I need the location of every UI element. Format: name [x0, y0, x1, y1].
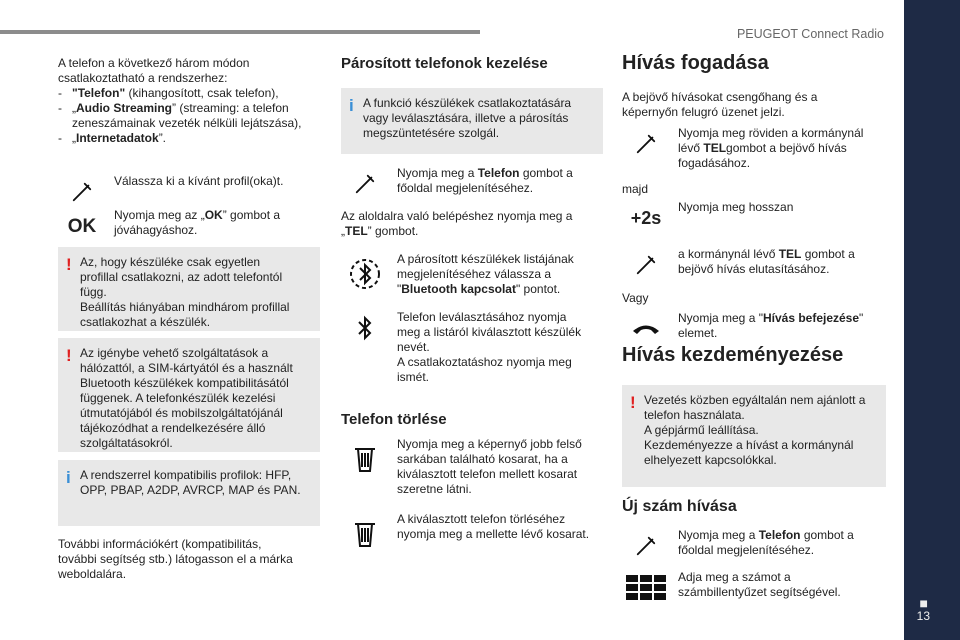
touch-icon — [622, 126, 670, 162]
disconnect-row: Telefon leválasztásához nyomja meg a listáról kiválasztott készülék nevét. A csatlakoztatáshoz nyomja meg ismét. — [341, 310, 603, 376]
info-icon: i — [349, 96, 354, 115]
sidebar-strip — [904, 0, 960, 640]
telefon-row: Nyomja meg a Telefon gombot a főoldal megjelenítéséhez. — [341, 166, 603, 200]
intro-line-2: csatlakoztatható a rendszerhez: — [58, 71, 228, 85]
warning-note: ! Vezetés közben egyáltalán nem ajánlott a telefon használata. A gépjármű leállítása. Kezdeményezze a hívást a kormánynál elhelyezett kapcsolókkal. — [622, 385, 886, 487]
section-title: Új szám hívása — [622, 498, 737, 515]
warning-note: ! Az igénybe vehető szolgáltatások a hálózattól, a SIM-kártyától és a használt Bluetooth készülékek kompatibilitásától függenek. A telefonkészülék kezelési útmutatójából és mobilszolgáltatójánál tájékozódhat a rendelkezésére álló szolgáltatásokról. — [58, 338, 320, 452]
bluetooth-icon — [341, 252, 389, 296]
page-number: 13 — [916, 609, 930, 623]
new-call-row: Nyomja meg a Telefon gombot a főoldal megjelenítéséhez. — [622, 528, 886, 562]
list-item: - „Audio Streaming” (streaming: a telefon zeneszámainak vezeték nélküli lejátszása), — [58, 101, 302, 130]
intro-line-1: A telefon a következő három módon — [58, 56, 250, 70]
receive-intro: A bejövő hívásokat csengőhang és a képernyőn felugró üzenet jelzi. — [622, 90, 818, 119]
top-rule — [0, 30, 480, 34]
profile-row — [58, 174, 320, 204]
section-title: Hívás fogadása — [622, 52, 769, 74]
touch-icon — [58, 174, 106, 210]
touch-icon — [622, 247, 670, 283]
info-note: i A funkció készülékek csatlakoztatására vagy leválasztására, illetve a párosítás megszüntetésére szolgál. — [341, 88, 603, 154]
trash-icon — [341, 437, 389, 481]
then-text: majd — [622, 182, 649, 196]
footer-text: További információkért (kompatibilitás, további segítség stb.) látogasson el a márka weboldalára. — [58, 537, 293, 581]
ok-row — [58, 208, 320, 242]
warning-note: ! Az, hogy készüléke csak egyetlen profillal csatlakozni, az adott telefontól függ. Beállítás hiányában mindhárom profillal csatlakozhat a készülék. — [58, 247, 320, 331]
ok-icon: OK — [67, 215, 97, 237]
profile-select-text: Válassza ki a kívánt profil(oka)t. — [114, 174, 284, 188]
sidebar-marker: ■ — [919, 595, 928, 611]
hangup-icon — [622, 311, 670, 347]
or-text: Vagy — [622, 291, 649, 305]
touch-icon — [341, 166, 389, 202]
bluetooth-icon — [341, 310, 389, 346]
warning-icon: ! — [66, 255, 72, 274]
keypad-row: Adja meg a számot a számbillentyűzet segítségével. — [622, 570, 886, 606]
section-title: Hívás kezdeményezése — [622, 344, 844, 366]
delete-row: Nyomja meg a képernyő jobb felső sarkában található kosarat, ha a kiválasztott telefon mellett kosarat szeretne látni. — [341, 437, 603, 501]
warning-icon: ! — [630, 393, 636, 412]
long-press-row: +2s Nyomja meg hosszan — [622, 200, 886, 240]
list-item: - „Internetadatok”. — [58, 131, 167, 145]
end-call-row: Nyomja meg a "Hívás befejezése" elemet. — [622, 311, 886, 345]
ok-text: Nyomja meg az „OK” gombot a jóváhagyáshoz. — [114, 208, 281, 237]
intro — [58, 56, 320, 146]
reject-row: a kormánynál lévő TEL gombot a bejövő hívás elutasításához. — [622, 247, 886, 281]
touch-icon — [622, 528, 670, 564]
section-title: Párosított telefonok kezelése — [341, 55, 548, 72]
answer-row: Nyomja meg röviden a kormánynál lévő TELgombot a bejövő hívás fogadásához. — [622, 126, 886, 174]
info-icon: i — [66, 468, 71, 487]
warning-icon: ! — [66, 346, 72, 365]
info-note: i A rendszerrel kompatibilis profilok: HFP, OPP, PBAP, A2DP, AVRCP, MAP és PAN. — [58, 460, 320, 526]
trash-icon — [341, 512, 389, 556]
keypad-icon — [622, 570, 670, 606]
list-item: - "Telefon" (kihangosított, csak telefon), — [58, 86, 279, 100]
bluetooth-row: A párosított készülékek listájának megjelenítéséhez válassza a "Bluetooth kapcsolat" pontot. — [341, 252, 603, 302]
plus-2s-icon: +2s — [630, 207, 662, 228]
section-title: Telefon törlése — [341, 411, 447, 428]
header-title: PEUGEOT Connect Radio — [736, 27, 884, 41]
delete-row: A kiválasztott telefon törléséhez nyomja meg a mellette lévő kosarat. — [341, 512, 603, 548]
sub-page-text: Az aloldalra való belépéshez nyomja meg a „TEL” gombot. — [341, 209, 573, 238]
